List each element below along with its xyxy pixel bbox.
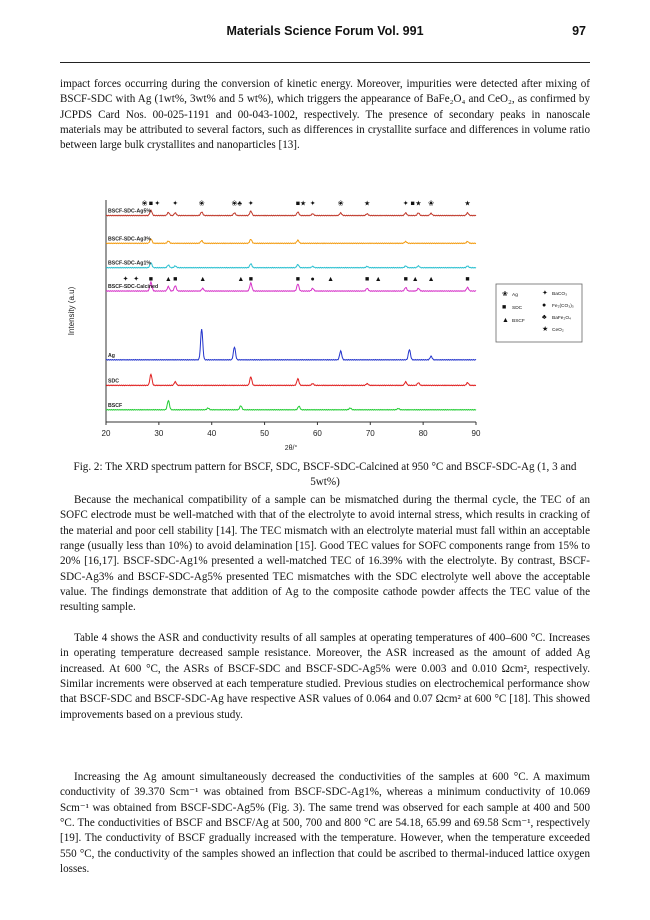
phase-marker: ✦ — [247, 200, 254, 208]
xrd-chart — [64, 196, 586, 454]
phase-marker: ■ — [410, 200, 415, 208]
phase-marker: ■ — [465, 276, 470, 284]
phase-marker: ❀ — [337, 200, 344, 208]
series-line — [106, 210, 476, 216]
phase-marker: ❀ — [141, 200, 148, 208]
series-label: Ag — [108, 352, 115, 359]
journal-title: Materials Science Forum Vol. 991 — [226, 24, 424, 38]
page-number: 97 — [572, 24, 586, 38]
paragraph-4: Increasing the Ag amount simultaneously decreased the conductivities of the samples at 600 °C. A maximum conductivity of 39.370 Scm⁻¹ was obtained from BSCF-SDC-Ag1%, whereas a minimum conductivity of 10.069 Scm⁻¹ was obtained from BSCF-SDC-Ag5% (Fig. 3). The same trend was observed for each sample at 400 and 500 °C. The conductivities of BSCF and BSCF/Ag at 500, 700 and 800 °C are 54.18, 65.99 and 69.58 Scm⁻¹, respectively [19]. The conductivity of BSCF gradually increased with the temperature. However, when the temperature exceeded 550 °C, the conductivity of the samples showed an inflection that could be ascribed to thermal-induced lattice oxygen losses. — [60, 771, 590, 876]
legend-label: Ag — [512, 293, 518, 298]
phase-marker: ■ — [295, 200, 300, 208]
series-label: BSCF-SDC-Ag5% — [108, 208, 151, 215]
phase-marker: ▲ — [327, 276, 335, 284]
legend-label: CeO₂ — [552, 328, 564, 333]
legend-symbol: ● — [542, 302, 547, 309]
x-tick-label: 70 — [365, 429, 375, 438]
phase-marker: ♣ — [237, 200, 243, 208]
legend-label: BaCO₃ — [552, 292, 568, 297]
x-tick-label: 50 — [260, 429, 270, 438]
phase-marker: ■ — [173, 276, 178, 284]
phase-marker: ✦ — [133, 276, 140, 284]
phase-marker: ❀ — [231, 200, 238, 208]
series-label: BSCF-SDC-Ag1% — [108, 260, 151, 267]
y-axis-label: Intensity (a.u) — [67, 286, 76, 336]
figure-caption: Fig. 2: The XRD spectrum pattern for BSCF, SDC, BSCF-SDC-Calcined at 950 °C and BSCF-SDC-Ag (1, 3 and 5wt%) — [73, 461, 577, 488]
phase-marker: ❀ — [428, 200, 435, 208]
series-label: BSCF-SDC-Calcined — [108, 284, 159, 291]
series-line — [106, 401, 476, 410]
series-label: BSCF-SDC-Ag3% — [108, 236, 151, 243]
x-tick-label: 90 — [471, 429, 481, 438]
phase-marker: ★ — [464, 200, 471, 208]
phase-marker: ■ — [403, 276, 408, 284]
phase-marker: ✦ — [154, 200, 161, 208]
xrd-figure — [64, 196, 586, 454]
paragraph-3: Table 4 shows the ASR and conductivity results of all samples at operating temperatures of 400–600 °C. Increases in operating temperature decreased sample resistance. Moreover, the ASR increased as the amount of added Ag increased. At 600 °C, the ASRs of BSCF-SDC and BSCF-SDC-Ag5% were 0.003 and 0.010 Ωcm², respectively. Similar increments were observed at each temperature studied. Previous studies on electrochemical performance show that BSCF-SDC and BSCF-SDC-Ag have respective ASR values of 0.064 and 0.07 Ωcm² at 600 °C [18]. This showed improvements based on a previous study. — [60, 632, 590, 721]
legend-symbol: ♣ — [542, 314, 547, 321]
phase-marker: ■ — [148, 200, 154, 208]
legend-symbol: ❀ — [502, 291, 508, 298]
phase-marker: ■ — [248, 276, 253, 284]
legend-label: BSCF — [512, 319, 525, 324]
series-line — [106, 282, 476, 292]
series-line — [106, 239, 476, 244]
phase-marker: ✦ — [309, 200, 316, 208]
phase-marker: ★ — [363, 200, 371, 208]
phase-marker: ▲ — [411, 276, 419, 284]
phase-marker: ▲ — [374, 276, 382, 284]
legend-label: BaFe₂O₄ — [552, 316, 572, 321]
paragraph-1: impact forces occurring during the conversion of kinetic energy. Moreover, impurities were detected after mixing of BSCF-SDC with Ag (1wt%, 3wt% and 5 wt%), which triggers the appearance of BaFe₂O₄ and CeO₂, as confirmed by JCPDS Card Nos. 00-025-1191 and 00-043-1002, respectively. The presence of secondary peaks in nanoscale materials may be attributed to several factors, such as differences in crystallite surface and differences in volume ratio between large bulk crystallites and nanoparticles [13]. — [60, 78, 590, 152]
phase-marker: ▲ — [199, 276, 207, 284]
phase-marker: ■ — [295, 276, 300, 284]
series-label: SDC — [108, 378, 119, 385]
phase-marker: ▲ — [164, 276, 172, 284]
phase-marker: ★ — [300, 200, 307, 208]
legend-symbol: ▲ — [502, 317, 509, 324]
running-header — [60, 24, 590, 42]
series-line — [106, 260, 476, 268]
legend-label: Fe₂(CO₃)₃ — [552, 304, 574, 309]
x-tick-label: 80 — [418, 429, 428, 438]
phase-marker: ● — [310, 276, 315, 284]
legend-symbol: ■ — [502, 304, 507, 311]
legend-label: SDC — [512, 306, 523, 311]
x-tick-label: 20 — [101, 429, 111, 438]
x-tick-label: 60 — [312, 429, 322, 438]
phase-marker: ▲ — [427, 276, 435, 284]
legend-symbol: ★ — [542, 326, 549, 333]
phase-marker: ■ — [148, 276, 154, 284]
phase-marker: ❀ — [198, 200, 205, 208]
phase-marker: ★ — [415, 200, 422, 208]
series-line — [106, 329, 476, 360]
phase-marker: ■ — [364, 276, 370, 284]
phase-marker: ✦ — [402, 200, 409, 208]
phase-marker: ✦ — [122, 276, 129, 284]
header-rule — [60, 62, 590, 63]
legend-symbol: ✦ — [542, 290, 548, 297]
x-tick-label: 40 — [207, 429, 217, 438]
phase-marker: ▲ — [237, 276, 245, 284]
legend-box — [496, 284, 582, 342]
paragraph-2: Because the mechanical compatibility of a sample can be mismatched during the thermal cycle, the TEC of an SOFC electrode must be well-matched with that of the electrolyte to avoid internal stress, which results in cracking of the material and poor cell stability [14]. The TEC mismatch with an electrolyte material must fall within an acceptable range (usually less than 10%) to avoid delamination [15]. Good TEC values for SOFC components range from 15% to 20% [16,17]. BSCF-SDC-Ag1% presented a well-matched TEC of 16.39% with the electrolyte. By contrast, BSCF-SDC-Ag3% and BSCF-SDC-Ag5% presented TEC mismatches with the SDC electrolyte well above the acceptable value. The findings demonstrate that addition of Ag to the composite cathode powder affects the TEC value of the resulting sample. — [60, 494, 590, 614]
phase-marker: ✦ — [172, 200, 179, 208]
x-axis-label: 2θ/° — [284, 445, 298, 452]
series-label: BSCF — [108, 402, 123, 409]
series-line — [106, 374, 476, 385]
x-tick-label: 30 — [154, 429, 164, 438]
